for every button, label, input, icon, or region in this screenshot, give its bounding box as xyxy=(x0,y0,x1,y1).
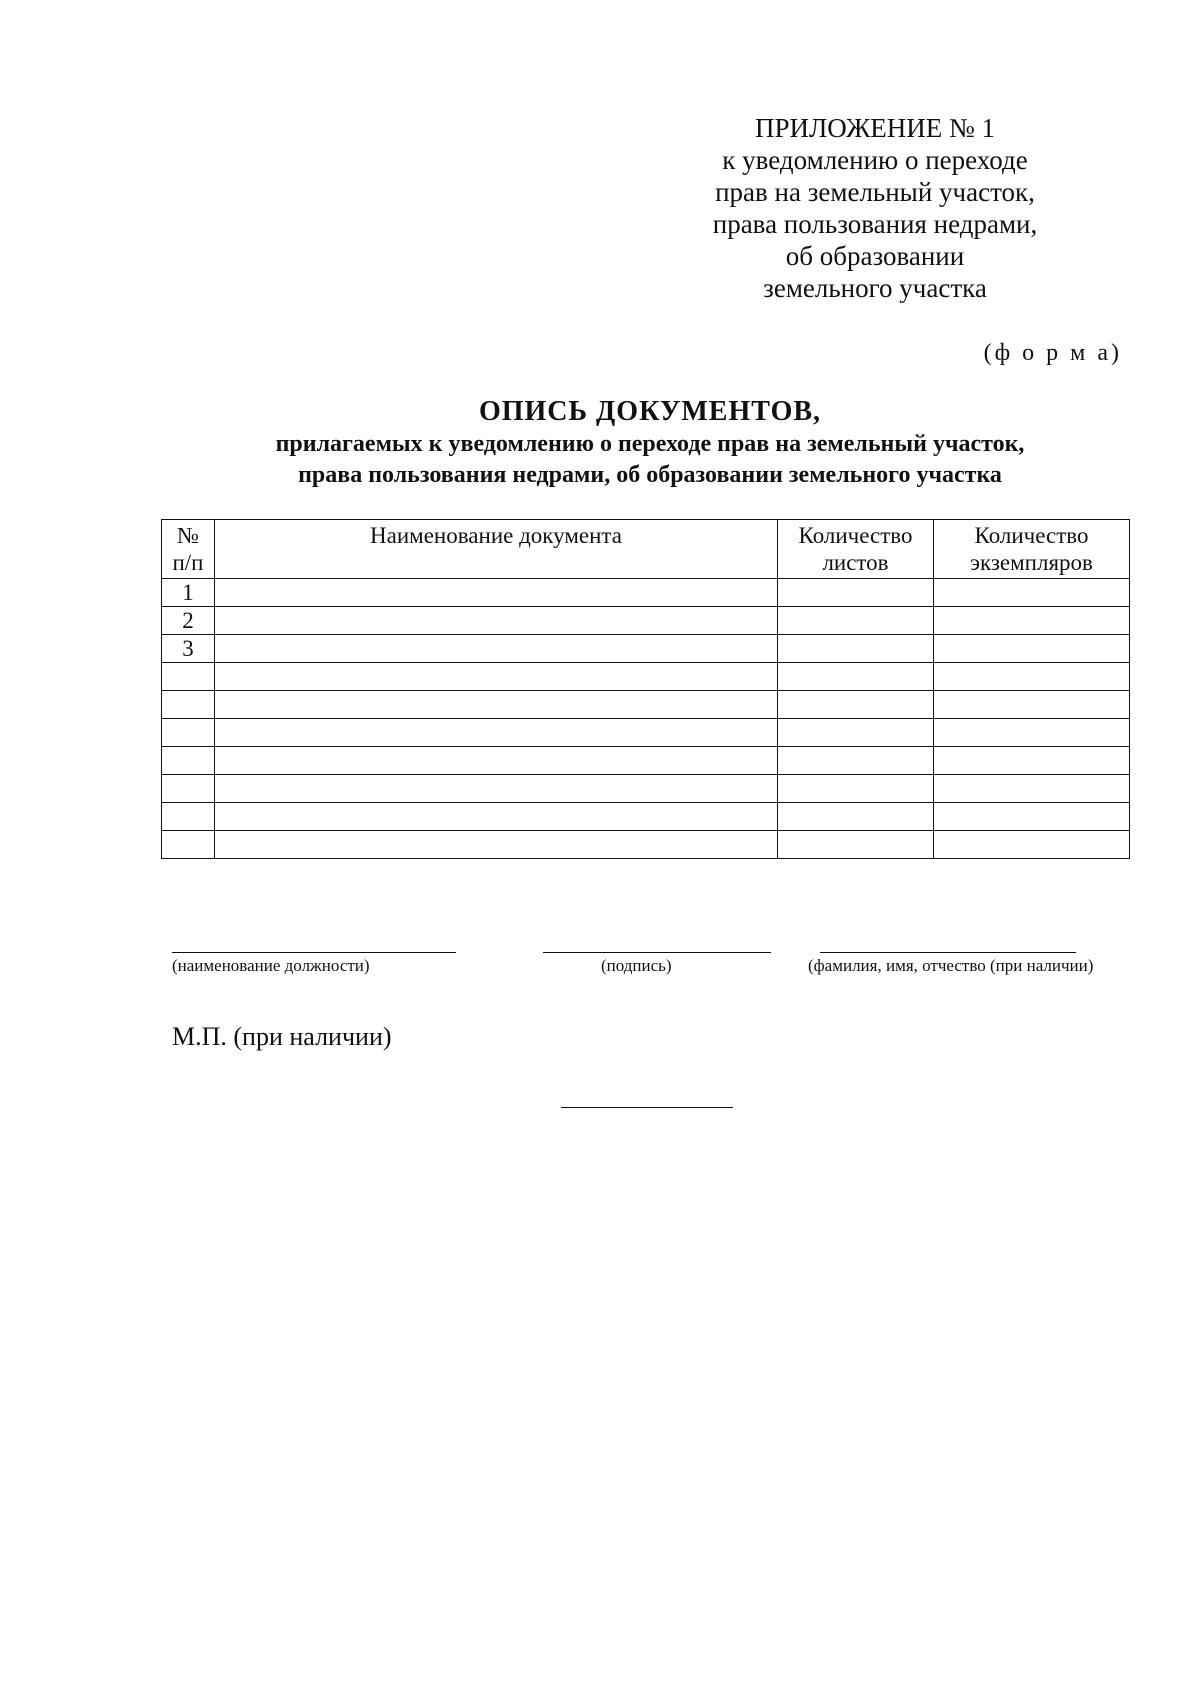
appendix-header xyxy=(660,112,1090,304)
row-copies xyxy=(934,663,1130,691)
position-caption: (наименование должности) xyxy=(172,956,370,975)
row-copies xyxy=(934,607,1130,635)
row-sheets xyxy=(778,747,934,775)
signature-caption: (подпись) xyxy=(601,956,672,975)
row-number xyxy=(162,831,215,859)
row-document-name xyxy=(215,635,778,663)
row-document-name xyxy=(215,579,778,607)
row-sheets xyxy=(778,831,934,859)
header-document-name: Наименование документа xyxy=(215,520,778,579)
row-sheets xyxy=(778,803,934,831)
table-row xyxy=(162,635,1130,663)
stamp-label: М.П. (при наличии) xyxy=(172,1022,392,1051)
row-number: 3 xyxy=(162,635,215,663)
header-sheets-line: Количество xyxy=(798,523,913,548)
documents-table xyxy=(161,519,1130,859)
row-number xyxy=(162,691,215,719)
row-number xyxy=(162,803,215,831)
row-sheets xyxy=(778,775,934,803)
row-copies xyxy=(934,579,1130,607)
header-copies-line: экземпляров xyxy=(970,550,1093,575)
row-copies xyxy=(934,747,1130,775)
row-number xyxy=(162,663,215,691)
row-sheets xyxy=(778,579,934,607)
document-title: ОПИСЬ ДОКУМЕНТОВ, xyxy=(478,396,822,427)
form-label: (ф о р м а) xyxy=(983,340,1122,366)
row-sheets xyxy=(778,607,934,635)
row-document-name xyxy=(215,663,778,691)
row-document-name xyxy=(215,831,778,859)
table-row xyxy=(162,663,1130,691)
header-copies xyxy=(934,520,1130,579)
table-row xyxy=(162,691,1130,719)
table-row xyxy=(162,775,1130,803)
row-number xyxy=(162,747,215,775)
header-sheets-line: листов xyxy=(822,550,889,575)
header-copies-line: Количество xyxy=(974,523,1089,548)
row-copies xyxy=(934,719,1130,747)
row-sheets xyxy=(778,691,934,719)
date-line xyxy=(561,1107,733,1108)
row-sheets xyxy=(778,635,934,663)
appendix-line: об образовании xyxy=(785,241,965,271)
row-copies xyxy=(934,803,1130,831)
table-row xyxy=(162,831,1130,859)
position-signature-line xyxy=(172,952,456,953)
row-copies xyxy=(934,775,1130,803)
signature-line xyxy=(543,952,771,953)
header-number xyxy=(162,520,215,579)
row-copies xyxy=(934,691,1130,719)
document-subtitle: права пользования недрами, об образовании земельного участка xyxy=(298,462,1002,488)
row-document-name xyxy=(215,803,778,831)
appendix-line: прав на земельный участок, xyxy=(715,177,1035,207)
table-row xyxy=(162,579,1130,607)
row-document-name xyxy=(215,775,778,803)
row-sheets xyxy=(778,719,934,747)
fullname-caption: (фамилия, имя, отчество (при наличии) xyxy=(808,956,1094,975)
appendix-line: земельного участка xyxy=(763,273,987,303)
row-number: 2 xyxy=(162,607,215,635)
header-sheets xyxy=(778,520,934,579)
appendix-line: ПРИЛОЖЕНИЕ № 1 xyxy=(754,113,996,143)
header-number-line: № xyxy=(177,523,199,548)
fullname-signature-line xyxy=(820,952,1076,953)
row-copies xyxy=(934,635,1130,663)
row-number xyxy=(162,719,215,747)
appendix-line: к уведомлению о переходе xyxy=(722,145,1028,175)
row-sheets xyxy=(778,663,934,691)
row-document-name xyxy=(215,691,778,719)
appendix-line: права пользования недрами, xyxy=(712,209,1038,239)
table-header-row xyxy=(162,520,1130,579)
table-row xyxy=(162,803,1130,831)
row-document-name xyxy=(215,607,778,635)
row-document-name xyxy=(215,719,778,747)
document-subtitle: прилагаемых к уведомлению о переходе прав на земельный участок, xyxy=(275,431,1025,457)
row-document-name xyxy=(215,747,778,775)
row-copies xyxy=(934,831,1130,859)
table-row xyxy=(162,719,1130,747)
table-row xyxy=(162,747,1130,775)
table-row xyxy=(162,607,1130,635)
header-number-line: п/п xyxy=(172,550,204,575)
row-number: 1 xyxy=(162,579,215,607)
row-number xyxy=(162,775,215,803)
